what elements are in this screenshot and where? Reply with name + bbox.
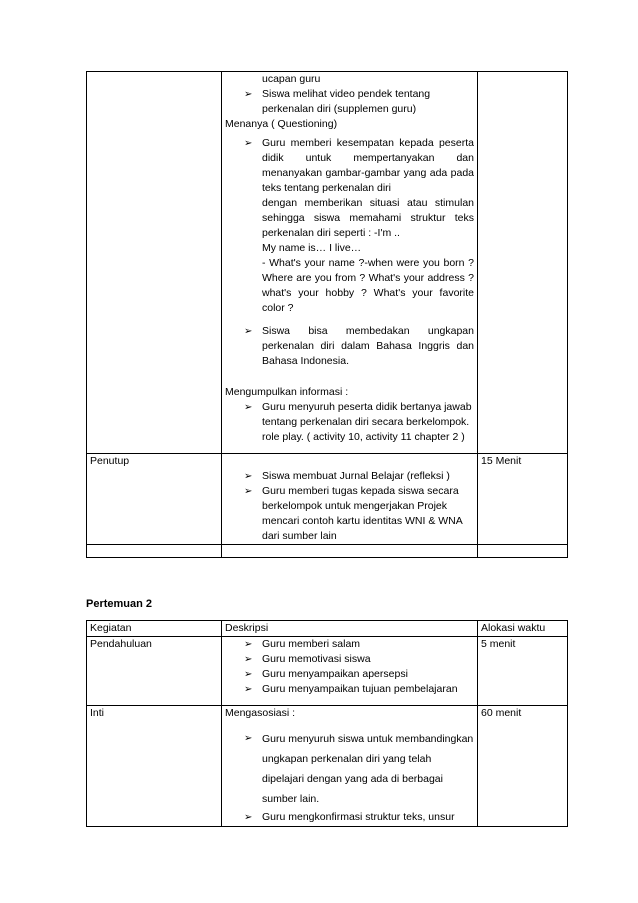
list-item: ➢ Siswa bisa membedakan ungkapan perkenalan diri dalam Bahasa Inggris dan Bahasa Indonesia. xyxy=(244,324,474,369)
header-activity: Kegiatan xyxy=(87,621,222,637)
list-item: ➢ Siswa membuat Jurnal Belajar (refleksi ) xyxy=(244,469,474,484)
intro-list xyxy=(225,637,474,697)
activity-cell: Inti xyxy=(87,706,222,827)
list-item: ➢ Guru menyuruh peserta didik bertanya jawab tentang perkenalan diri secara berkelompok. role play. ( activity 10, activity 11 chapter 2 ) xyxy=(244,400,474,445)
questioning-label: Menanya ( Questioning) xyxy=(225,118,338,130)
closing-list xyxy=(225,469,474,544)
list-item: ➢ Guru menyampaikan tujuan pembelajaran xyxy=(244,682,474,697)
description-list-a xyxy=(225,72,474,117)
collect-info-list xyxy=(225,400,474,445)
list-item: ucapan guru xyxy=(262,73,321,85)
table-row-core xyxy=(87,706,568,827)
activity-cell: Penutup xyxy=(87,454,222,545)
associate-label: Mengasosiasi : xyxy=(225,707,296,719)
list-item-text: dengan memberikan situasi atau stimulan sehingga siswa memahami struktur teks perkenalan diri seperti : -I'm .. xyxy=(262,197,474,239)
list-item: ➢ Guru mengkonfirmasi struktur teks, unsur xyxy=(244,809,474,826)
list-item: ➢ Guru menyuruh siswa untuk membandingkan ungkapan perkenalan diri yang telah dipelajari dengan yang ada di berbagai sumber lain. xyxy=(244,729,474,809)
list-item-text: Guru memberi kesempatan kepada peserta didik untuk mempertanyakan dan menanyakan gambar-gambar yang ada pada teks tentang perkenalan diri xyxy=(262,137,474,194)
time-cell: 60 menit xyxy=(478,706,568,827)
lesson-table-meeting-2 xyxy=(86,620,568,827)
collect-info-label: Mengumpulkan informasi : xyxy=(225,386,349,398)
table-row-closing xyxy=(87,454,568,545)
list-item: ➢ Guru memberi salam xyxy=(244,637,474,652)
meeting-2-heading: Pertemuan 2 xyxy=(86,598,153,610)
table-header-row xyxy=(87,621,568,637)
table-row-core-continued xyxy=(87,72,568,454)
list-item-text: My name is… I live… xyxy=(262,242,362,254)
table-row-intro xyxy=(87,637,568,706)
description-cell xyxy=(222,637,478,706)
questioning-list-2 xyxy=(225,324,474,369)
table-row-empty xyxy=(87,545,568,558)
time-cell xyxy=(478,72,568,454)
time-cell: 5 menit xyxy=(478,637,568,706)
activity-cell: Pendahuluan xyxy=(87,637,222,706)
header-time: Alokasi waktu xyxy=(478,621,568,637)
list-item xyxy=(244,136,474,316)
description-cell xyxy=(222,706,478,827)
questioning-list xyxy=(225,136,474,316)
activity-cell xyxy=(87,72,222,454)
header-description: Deskripsi xyxy=(222,621,478,637)
list-item-text: - What's your name ?-when were you born ? Where are you from ? What's your address ? what's your hobby ? What's your favorite color ? xyxy=(262,257,474,314)
associate-list xyxy=(225,729,474,826)
time-cell: 15 Menit xyxy=(478,454,568,545)
list-item: ➢ Guru memberi tugas kepada siswa secara berkelompok untuk mengerjakan Projek mencari contoh kartu identitas WNI & WNA dari sumber lain xyxy=(244,484,474,544)
list-item: ➢ Guru memotivasi siswa xyxy=(244,652,474,667)
description-cell xyxy=(222,454,478,545)
list-item: ➢ Siswa melihat video pendek tentang perkenalan diri (supplemen guru) xyxy=(244,87,474,117)
lesson-table-continued xyxy=(86,71,568,558)
list-item: ➢ Guru menyampaikan apersepsi xyxy=(244,667,474,682)
description-cell xyxy=(222,72,478,454)
